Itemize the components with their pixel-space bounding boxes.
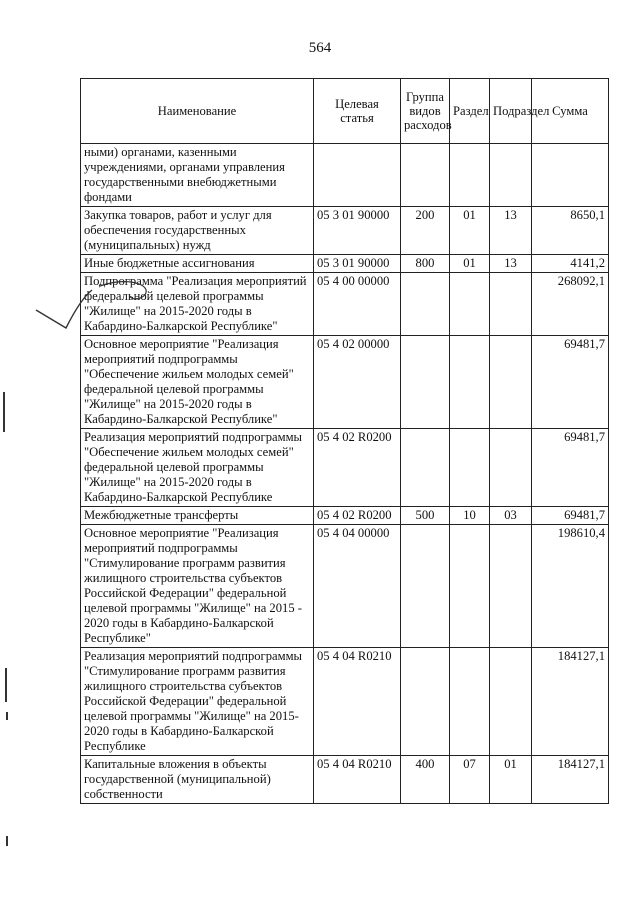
cell-sum: 69481,7 <box>532 507 609 525</box>
page-number: 564 <box>308 40 332 56</box>
cell-section <box>450 336 490 429</box>
cell-name: Реализация мероприятий подпрограммы "Обеспечение жильем молодых семей" федеральной целевой программы "Жилище" на 2015-2020 годы в Кабардино-Балкарской Республике <box>81 429 314 507</box>
cell-name: Реализация мероприятий подпрограммы "Стимулирование программ развития жилищного строительства субъектов Российской Федерации" федеральной целевой программы "Жилище" на 2015-2020 годы в Кабардино-Балкарской Республике <box>81 648 314 756</box>
table-row <box>81 507 609 525</box>
cell-code: 05 4 02 00000 <box>314 336 401 429</box>
cell-section <box>450 144 490 207</box>
cell-group <box>401 525 450 648</box>
table-row <box>81 525 609 648</box>
cell-group <box>401 336 450 429</box>
cell-sum: 184127,1 <box>532 756 609 804</box>
cell-sum: 69481,7 <box>532 429 609 507</box>
cell-section <box>450 648 490 756</box>
cell-section: 10 <box>450 507 490 525</box>
cell-group <box>401 144 450 207</box>
table-header-row <box>81 79 609 144</box>
cell-name: Межбюджетные трансферты <box>81 507 314 525</box>
cell-name: Капитальные вложения в объекты государственной (муниципальной) собственности <box>81 756 314 804</box>
header-group: Группа видов расходов <box>401 79 450 144</box>
scan-artifact <box>6 836 8 846</box>
cell-section: 01 <box>450 207 490 255</box>
cell-group: 500 <box>401 507 450 525</box>
cell-group: 200 <box>401 207 450 255</box>
cell-sum <box>532 144 609 207</box>
cell-sum: 268092,1 <box>532 273 609 336</box>
cell-section <box>450 273 490 336</box>
cell-code <box>314 144 401 207</box>
table-row <box>81 336 609 429</box>
cell-sum: 198610,4 <box>532 525 609 648</box>
cell-code: 05 3 01 90000 <box>314 207 401 255</box>
cell-name: Подпрограмма "Реализация мероприятий федеральной целевой программы "Жилище" на 2015-2020 годы в Кабардино-Балкарской Республике" <box>81 273 314 336</box>
table-row <box>81 648 609 756</box>
header-section: Раздел <box>450 79 490 144</box>
cell-name: Основное мероприятие "Реализация мероприятий подпрограммы "Стимулирование программ развития жилищного строительства субъектов Российской Федерации" федеральной целевой программы "Жилище" на 2015 - 2020 годы в Кабардино-Балкарской Республике" <box>81 525 314 648</box>
cell-subsection: 01 <box>490 756 532 804</box>
cell-section: 01 <box>450 255 490 273</box>
header-name: Наименование <box>81 79 314 144</box>
cell-sum: 8650,1 <box>532 207 609 255</box>
table-row <box>81 273 609 336</box>
cell-group: 400 <box>401 756 450 804</box>
table-row <box>81 255 609 273</box>
cell-section <box>450 525 490 648</box>
cell-subsection: 03 <box>490 507 532 525</box>
cell-group <box>401 273 450 336</box>
cell-subsection <box>490 525 532 648</box>
scan-artifact <box>6 712 8 720</box>
handwritten-checkmark <box>32 276 152 336</box>
cell-section <box>450 429 490 507</box>
cell-subsection <box>490 273 532 336</box>
cell-name: Основное мероприятие "Реализация мероприятий подпрограммы "Обеспечение жильем молодых семей" федеральной целевой программы "Жилище" на 2015-2020 годы в Кабардино-Балкарской Республике" <box>81 336 314 429</box>
cell-group <box>401 429 450 507</box>
cell-code: 05 4 04 R0210 <box>314 756 401 804</box>
cell-code: 05 4 02 R0200 <box>314 429 401 507</box>
header-subsection: Подраздел <box>490 79 532 144</box>
table-row <box>81 429 609 507</box>
cell-subsection: 13 <box>490 255 532 273</box>
cell-sum: 184127,1 <box>532 648 609 756</box>
budget-table <box>80 78 609 804</box>
cell-code: 05 4 04 00000 <box>314 525 401 648</box>
cell-sum: 69481,7 <box>532 336 609 429</box>
cell-subsection <box>490 648 532 756</box>
cell-name: Закупка товаров, работ и услуг для обеспечения государственных (муниципальных) нужд <box>81 207 314 255</box>
cell-subsection <box>490 429 532 507</box>
cell-group: 800 <box>401 255 450 273</box>
cell-code: 05 4 04 R0210 <box>314 648 401 756</box>
header-target: Целевая статья <box>314 79 401 144</box>
cell-group <box>401 648 450 756</box>
cell-code: 05 4 02 R0200 <box>314 507 401 525</box>
scan-artifact <box>3 392 5 432</box>
cell-subsection <box>490 336 532 429</box>
header-sum: Сумма <box>532 79 609 144</box>
table-row <box>81 756 609 804</box>
cell-name: Иные бюджетные ассигнования <box>81 255 314 273</box>
cell-subsection <box>490 144 532 207</box>
table-row <box>81 144 609 207</box>
table-row <box>81 207 609 255</box>
cell-code: 05 4 00 00000 <box>314 273 401 336</box>
cell-section: 07 <box>450 756 490 804</box>
cell-subsection: 13 <box>490 207 532 255</box>
cell-name: ными) органами, казенными учреждениями, органами управления государственными внебюджетными фондами <box>81 144 314 207</box>
cell-sum: 4141,2 <box>532 255 609 273</box>
scan-artifact <box>5 668 7 702</box>
cell-code: 05 3 01 90000 <box>314 255 401 273</box>
